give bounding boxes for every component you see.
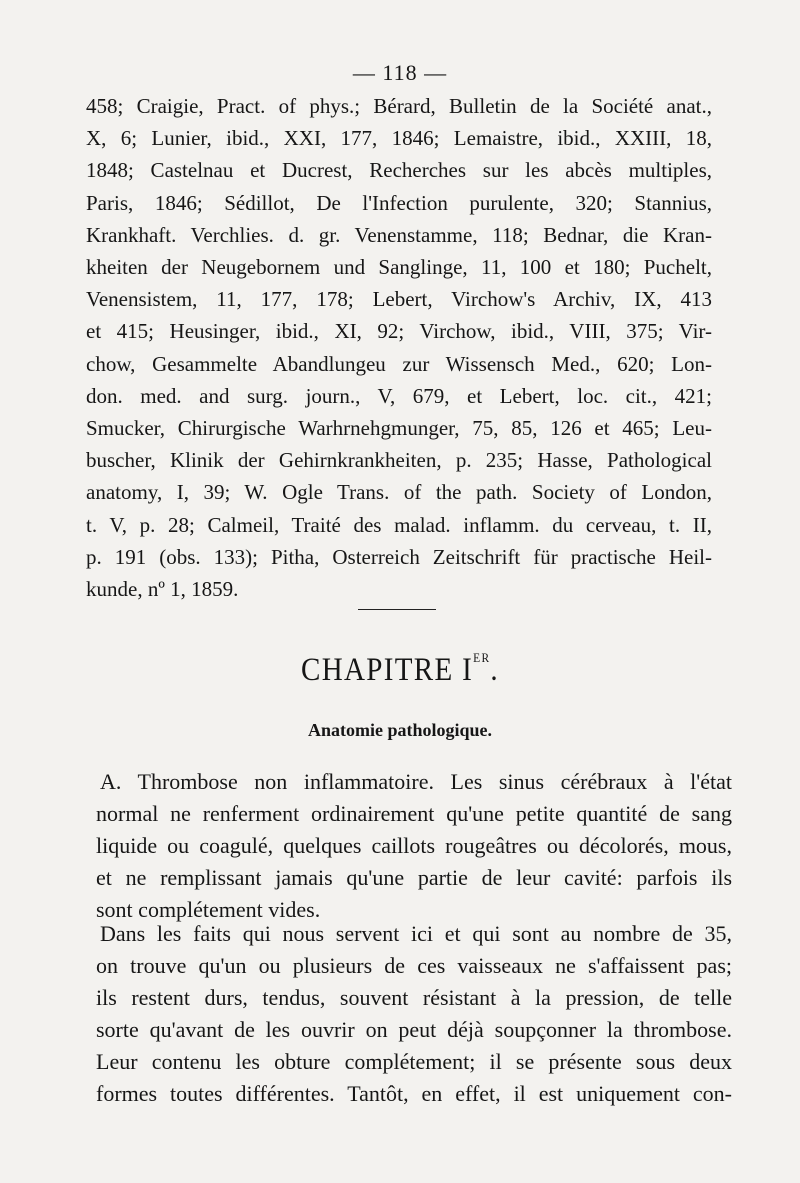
section-heading: Anatomie pathologique.	[307, 720, 493, 740]
chapter-title-period: .	[490, 652, 499, 688]
body-line: sont complétement vides.	[96, 897, 321, 922]
body-line: on trouve qu'un ou plusieurs de ces vaisseaux ne s'affaissent pas;	[96, 953, 732, 978]
body-line: formes toutes différentes. Tantôt, en effet, il est uniquement con-	[96, 1081, 732, 1106]
body-line: normal ne renferment ordinairement qu'une petite quantité de sang	[96, 801, 732, 826]
bibliography-line: Venensistem, 11, 177, 178; Lebert, Virchow's Archiv, IX, 413	[86, 287, 712, 312]
page-number: — 118 —	[352, 60, 448, 85]
body-line: Leur contenu les obture complétement; il se présente sous deux	[96, 1049, 732, 1074]
bibliography-line: p. 191 (obs. 133); Pitha, Osterreich Zeitschrift für practische Heil-	[86, 544, 712, 569]
bibliography-line: anatomy, I, 39; W. Ogle Trans. of the path. Society of London,	[86, 480, 712, 505]
body-line: liquide ou coagulé, quelques caillots rougeâtres ou décolorés, mous,	[96, 833, 732, 858]
section-divider	[358, 609, 436, 610]
bibliography-line: buscher, Klinik der Gehirnkrankheiten, p. 235; Hasse, Pathological	[86, 448, 712, 473]
body-line: sorte qu'avant de les ouvrir on peut déjà soupçonner la thrombose.	[96, 1017, 732, 1042]
bibliography-line: Smucker, Chirurgische Warhrnehgmunger, 75, 85, 126 et 465; Leu-	[86, 416, 712, 441]
body-line: A. Thrombose non inflammatoire. Les sinus cérébraux à l'état	[100, 769, 732, 794]
bibliography-references	[86, 90, 712, 605]
bibliography-line: chow, Gesammelte Abandlungeu zur Wissensch Med., 620; Lon-	[86, 351, 712, 376]
bibliography-line: t. V, p. 28; Calmeil, Traité des malad. inflamm. du cerveau, t. II,	[86, 512, 712, 537]
body-line: Dans les faits qui nous servent ici et qui sont au nombre de 35,	[100, 921, 732, 946]
chapter-title	[48, 650, 752, 689]
bibliography-line: X, 6; Lunier, ibid., XXI, 177, 1846; Lemaistre, ibid., XXIII, 18,	[86, 126, 712, 151]
bibliography-line: Krankhaft. Verchlies. d. gr. Venenstamme, 118; Bednar, die Kran-	[86, 222, 712, 247]
bibliography-line: 458; Craigie, Pract. of phys.; Bérard, Bulletin de la Société anat.,	[86, 94, 712, 118]
chapter-title-superscript: ER	[473, 650, 491, 665]
body-line: ils restent durs, tendus, souvent résistant à la pression, de telle	[96, 985, 732, 1010]
bibliography-line: don. med. and surg. journ., V, 679, et Lebert, loc. cit., 421;	[86, 383, 712, 408]
bibliography-line: et 415; Heusinger, ibid., XI, 92; Virchow, ibid., VIII, 375; Vir-	[86, 319, 712, 344]
bibliography-line: Paris, 1846; Sédillot, De l'Infection purulente, 320; Stannius,	[86, 190, 712, 215]
bibliography-line: kheiten der Neugebornem und Sanglinge, 11, 100 et 180; Puchelt,	[86, 255, 712, 280]
chapter-title-text: CHAPITRE I	[301, 652, 474, 688]
body-paragraph-1	[96, 766, 732, 926]
bibliography-line: kunde, nº 1, 1859.	[86, 577, 239, 602]
body-paragraph-2	[96, 918, 732, 1110]
bibliography-line: 1848; Castelnau et Ducrest, Recherches sur les abcès multiples,	[86, 158, 712, 183]
body-line: et ne remplissant jamais qu'une partie de leur cavité: parfois ils	[96, 865, 732, 890]
